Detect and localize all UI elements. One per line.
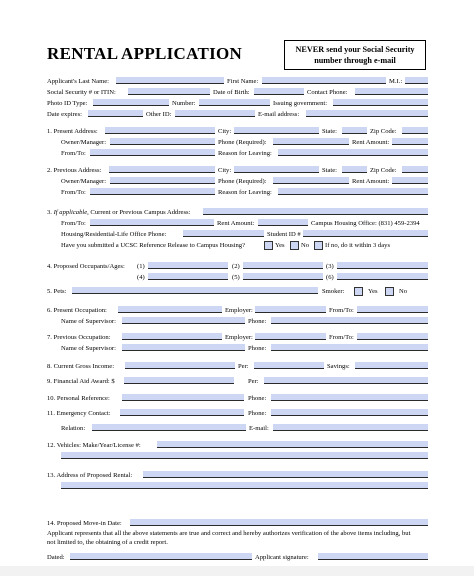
present-city-field[interactable]	[234, 127, 319, 134]
present-rent-label: Rent Amount:	[352, 139, 390, 146]
signature-label: Applicant signature:	[255, 554, 309, 561]
campus-from-to-row	[0, 219, 474, 229]
rental-address-field-2[interactable]	[61, 482, 428, 489]
occupants-row-1	[0, 262, 474, 272]
occupants-label: 4. Proposed Occupants/Ages:	[47, 263, 125, 270]
savings-field[interactable]	[355, 362, 428, 369]
rental-address-row-2	[0, 482, 474, 492]
previous-owner-field[interactable]	[110, 177, 215, 184]
previous-address-label: 2. Previous Address:	[47, 167, 102, 174]
emergency-phone-label: Phone:	[248, 410, 267, 417]
date-expires-field[interactable]	[88, 110, 143, 117]
present-employer-label: Employer:	[225, 307, 253, 314]
occupant-4-label: (4)	[137, 274, 145, 281]
previous-employer-label: Employer:	[225, 334, 253, 341]
ucsc-reference-label: Have you submitted a UCSC Reference Release to Campus Housing?	[61, 242, 246, 249]
financial-aid-row	[0, 377, 474, 387]
previous-state-field[interactable]	[342, 166, 367, 173]
gross-income-label: 8. Current Gross Income:	[47, 363, 115, 370]
present-rent-field[interactable]	[392, 138, 428, 145]
occupant-3-label: (3)	[326, 263, 334, 270]
emergency-relation-row	[0, 424, 474, 434]
income-per-field[interactable]	[254, 362, 324, 369]
campus-address-field[interactable]	[203, 208, 428, 215]
previous-city-label: City:	[218, 167, 232, 174]
present-city-label: City:	[218, 128, 232, 135]
present-zip-label: Zip Code:	[370, 128, 397, 135]
photo-id-type-field[interactable]	[93, 99, 169, 106]
campus-address-text: , Current or Previous Campus Address:	[87, 209, 191, 216]
previous-supervisor-phone-field[interactable]	[271, 344, 428, 351]
present-address-field[interactable]	[105, 127, 215, 134]
vehicles-row-2	[0, 452, 474, 462]
emergency-contact-label: 11. Emergency Contact:	[47, 410, 111, 417]
campus-housing-office: Campus Housing Office: (831) 459-2394	[311, 220, 420, 227]
authorization-statement	[47, 529, 427, 547]
present-owner-field[interactable]	[110, 138, 215, 145]
warning-line-2: number through e-mail	[314, 56, 396, 65]
id-number-label: Number:	[172, 100, 196, 107]
previous-occupation-from-to-label: From/To:	[329, 334, 354, 341]
signature-row	[0, 553, 474, 563]
occupant-2-label: (2)	[232, 263, 240, 270]
present-supervisor-phone-field[interactable]	[271, 317, 428, 324]
previous-address-field[interactable]	[109, 166, 215, 173]
rental-address-label: 13. Address of Proposed Rental:	[47, 472, 133, 479]
previous-owner-label: Owner/Manager:	[61, 178, 107, 185]
move-in-field[interactable]	[130, 519, 428, 526]
previous-city-field[interactable]	[234, 166, 319, 173]
date-expires-label: Date expires:	[47, 111, 82, 118]
present-supervisor-field[interactable]	[122, 317, 245, 324]
last-name-label: Applicant's Last Name:	[47, 78, 109, 85]
occupant-1-field[interactable]	[148, 262, 228, 269]
occupant-1-label: (1)	[137, 263, 145, 270]
present-supervisor-phone-label: Phone:	[248, 318, 267, 325]
present-reason-label: Reason for Leaving:	[218, 150, 272, 157]
last-name-field[interactable]	[116, 77, 224, 84]
ucsc-reference-row	[0, 241, 474, 251]
occupant-6-field[interactable]	[337, 273, 428, 280]
previous-phone-label: Phone (Required):	[218, 178, 267, 185]
first-name-field[interactable]	[262, 77, 386, 84]
campus-address-row	[0, 208, 474, 218]
contact-phone-label: Contact Phone:	[307, 89, 348, 96]
previous-rent-label: Rent Amount:	[352, 178, 390, 185]
previous-from-to-label: From/To:	[61, 189, 86, 196]
pets-label: 5. Pets:	[47, 288, 67, 295]
aid-per-field[interactable]	[264, 377, 428, 384]
personal-reference-label: 10. Personal Reference:	[47, 395, 110, 402]
present-occupation-row	[0, 306, 474, 316]
present-zip-field[interactable]	[402, 127, 428, 134]
present-address-row	[0, 127, 474, 137]
vehicles-field-1[interactable]	[157, 441, 428, 448]
dob-field[interactable]	[254, 88, 304, 95]
ssn-label: Social Security # or ITIN:	[47, 89, 116, 96]
issuing-government-field[interactable]	[333, 99, 428, 106]
financial-aid-label: 9. Financial Aid Award: $	[47, 378, 115, 385]
personal-reference-field[interactable]	[122, 394, 244, 401]
present-from-to-field[interactable]	[90, 149, 215, 156]
campus-rent-label: Rent Amount:	[217, 220, 255, 227]
email-field[interactable]	[306, 110, 428, 117]
campus-number: 3.	[47, 209, 52, 216]
previous-supervisor-label: Name of Supervisor:	[61, 345, 116, 352]
dated-field[interactable]	[70, 553, 252, 560]
present-supervisor-label: Name of Supervisor:	[61, 318, 116, 325]
present-employer-field[interactable]	[255, 306, 326, 313]
present-occupation-from-to-label: From/To:	[329, 307, 354, 314]
present-phone-label: Phone (Required):	[218, 139, 267, 146]
previous-zip-field[interactable]	[402, 166, 428, 173]
photo-id-row	[0, 99, 474, 109]
ucsc-yes-checkbox[interactable]	[264, 241, 273, 250]
previous-phone-field[interactable]	[273, 177, 349, 184]
ucsc-within-3-days-label: If no, do it within 3 days	[325, 242, 391, 249]
bottom-band	[0, 566, 474, 576]
reference-phone-field[interactable]	[271, 394, 428, 401]
first-name-label: First Name:	[227, 78, 259, 85]
aid-per-label: Per:	[248, 378, 259, 385]
previous-from-to-field[interactable]	[90, 188, 215, 195]
present-state-label: State:	[322, 128, 338, 135]
pets-field[interactable]	[72, 287, 318, 294]
smoker-yes-checkbox[interactable]	[354, 287, 363, 296]
present-phone-field[interactable]	[273, 138, 349, 145]
present-occupation-label: 6. Present Occupation:	[47, 307, 107, 314]
photo-id-type-label: Photo ID Type:	[47, 100, 88, 107]
other-id-label: Other ID:	[146, 111, 172, 118]
signature-field[interactable]	[318, 553, 428, 560]
previous-occupation-row	[0, 333, 474, 343]
smoker-label: Smoker:	[322, 288, 345, 295]
previous-occupation-label: 7. Previous Occupation:	[47, 334, 111, 341]
form-title: RENTAL APPLICATION	[47, 44, 243, 63]
dob-label: Date of Birth:	[213, 89, 250, 96]
present-reason-field[interactable]	[278, 149, 428, 156]
ucsc-no-checkbox[interactable]	[290, 241, 299, 250]
vehicles-label: 12. Vehicles: Make/Year/License #:	[47, 442, 141, 449]
mi-field[interactable]	[405, 77, 428, 84]
relation-field[interactable]	[92, 424, 246, 431]
savings-label: Savings:	[327, 363, 350, 370]
id-expiry-row	[0, 110, 474, 120]
previous-supervisor-field[interactable]	[122, 344, 245, 351]
ssn-row	[0, 88, 474, 98]
previous-supervisor-phone-label: Phone:	[248, 345, 267, 352]
occupant-5-field[interactable]	[243, 273, 323, 280]
reference-phone-label: Phone:	[248, 395, 267, 402]
previous-rent-field[interactable]	[392, 177, 428, 184]
smoker-no-label: No	[399, 288, 408, 295]
previous-owner-row	[0, 177, 474, 187]
emergency-email-field[interactable]	[273, 424, 428, 431]
campus-if-applicable: If applicable	[53, 209, 88, 216]
occupant-3-field[interactable]	[337, 262, 428, 269]
ucsc-no-label: No	[301, 242, 310, 249]
occupant-2-field[interactable]	[243, 262, 323, 269]
present-owner-row	[0, 138, 474, 148]
present-owner-label: Owner/Manager:	[61, 139, 107, 146]
gross-income-field[interactable]	[125, 362, 235, 369]
applicant-name-row	[0, 77, 474, 87]
smoker-no-checkbox[interactable]	[385, 287, 394, 296]
vehicles-field-2[interactable]	[61, 452, 428, 459]
income-per-label: Per:	[238, 363, 249, 370]
occupants-row-2	[0, 273, 474, 283]
campus-from-to-field[interactable]	[90, 219, 214, 226]
previous-state-label: State:	[322, 167, 338, 174]
present-from-to-row	[0, 149, 474, 159]
present-from-to-label: From/To:	[61, 150, 86, 157]
relation-label: Relation:	[61, 425, 86, 432]
vehicles-row	[0, 441, 474, 451]
present-occupation-from-to-field[interactable]	[357, 306, 428, 313]
ucsc-within-3-days-checkbox[interactable]	[314, 241, 323, 250]
student-id-label: Student ID #	[267, 231, 301, 238]
housing-office-phone-label: Housing/Residential-Life Office Phone:	[61, 231, 167, 238]
dated-label: Dated:	[47, 554, 65, 561]
previous-occupation-from-to-field[interactable]	[357, 333, 428, 340]
financial-aid-field[interactable]	[124, 377, 234, 384]
contact-phone-field[interactable]	[355, 88, 428, 95]
issuing-government-label: Issuing government:	[273, 100, 328, 107]
ssn-field[interactable]	[128, 88, 210, 95]
occupant-6-label: (6)	[326, 274, 334, 281]
occupant-5-label: (5)	[232, 274, 240, 281]
smoker-yes-label: Yes	[368, 288, 378, 295]
rental-address-row	[0, 471, 474, 481]
present-state-field[interactable]	[342, 127, 367, 134]
previous-from-to-row	[0, 188, 474, 198]
housing-office-phone-field[interactable]	[183, 230, 264, 237]
previous-reason-label: Reason for Leaving:	[218, 189, 272, 196]
move-in-row	[0, 519, 474, 529]
gross-income-row	[0, 362, 474, 372]
present-occupation-field[interactable]	[118, 306, 222, 313]
ucsc-yes-label: Yes	[275, 242, 285, 249]
previous-supervisor-row	[0, 344, 474, 354]
rental-address-field-1[interactable]	[143, 471, 428, 478]
present-supervisor-row	[0, 317, 474, 327]
emergency-phone-field[interactable]	[271, 409, 428, 416]
ssn-warning-box	[284, 40, 426, 70]
previous-occupation-field[interactable]	[122, 333, 222, 340]
move-in-label: 14. Proposed Move-in Date:	[47, 520, 122, 527]
previous-address-row	[0, 166, 474, 176]
campus-from-to-label: From/To:	[61, 220, 86, 227]
other-id-field[interactable]	[175, 110, 255, 117]
mi-label: M.I.:	[389, 78, 403, 85]
previous-zip-label: Zip Code:	[370, 167, 397, 174]
housing-office-row	[0, 230, 474, 240]
campus-address-label	[47, 208, 190, 217]
id-number-field[interactable]	[199, 99, 270, 106]
email-label: E-mail address:	[258, 111, 300, 118]
present-address-label: 1. Present Address:	[47, 128, 98, 135]
previous-employer-field[interactable]	[255, 333, 326, 340]
previous-reason-field[interactable]	[278, 188, 428, 195]
personal-reference-row	[0, 394, 474, 404]
emergency-email-label: E-mail:	[249, 425, 269, 432]
warning-line-1: NEVER send your Social Security	[295, 45, 415, 54]
statement-line-2: not limited to, the obtaining of a credit report.	[47, 539, 168, 546]
student-id-field[interactable]	[303, 230, 428, 237]
emergency-contact-field[interactable]	[120, 409, 244, 416]
occupant-4-field[interactable]	[148, 273, 228, 280]
emergency-contact-row	[0, 409, 474, 419]
pets-row	[0, 287, 474, 297]
campus-rent-field[interactable]	[258, 219, 308, 226]
statement-line-1: Applicant represents that all the above statements are true and correct and hereby authorizes verification of the above items including, but	[47, 530, 411, 537]
